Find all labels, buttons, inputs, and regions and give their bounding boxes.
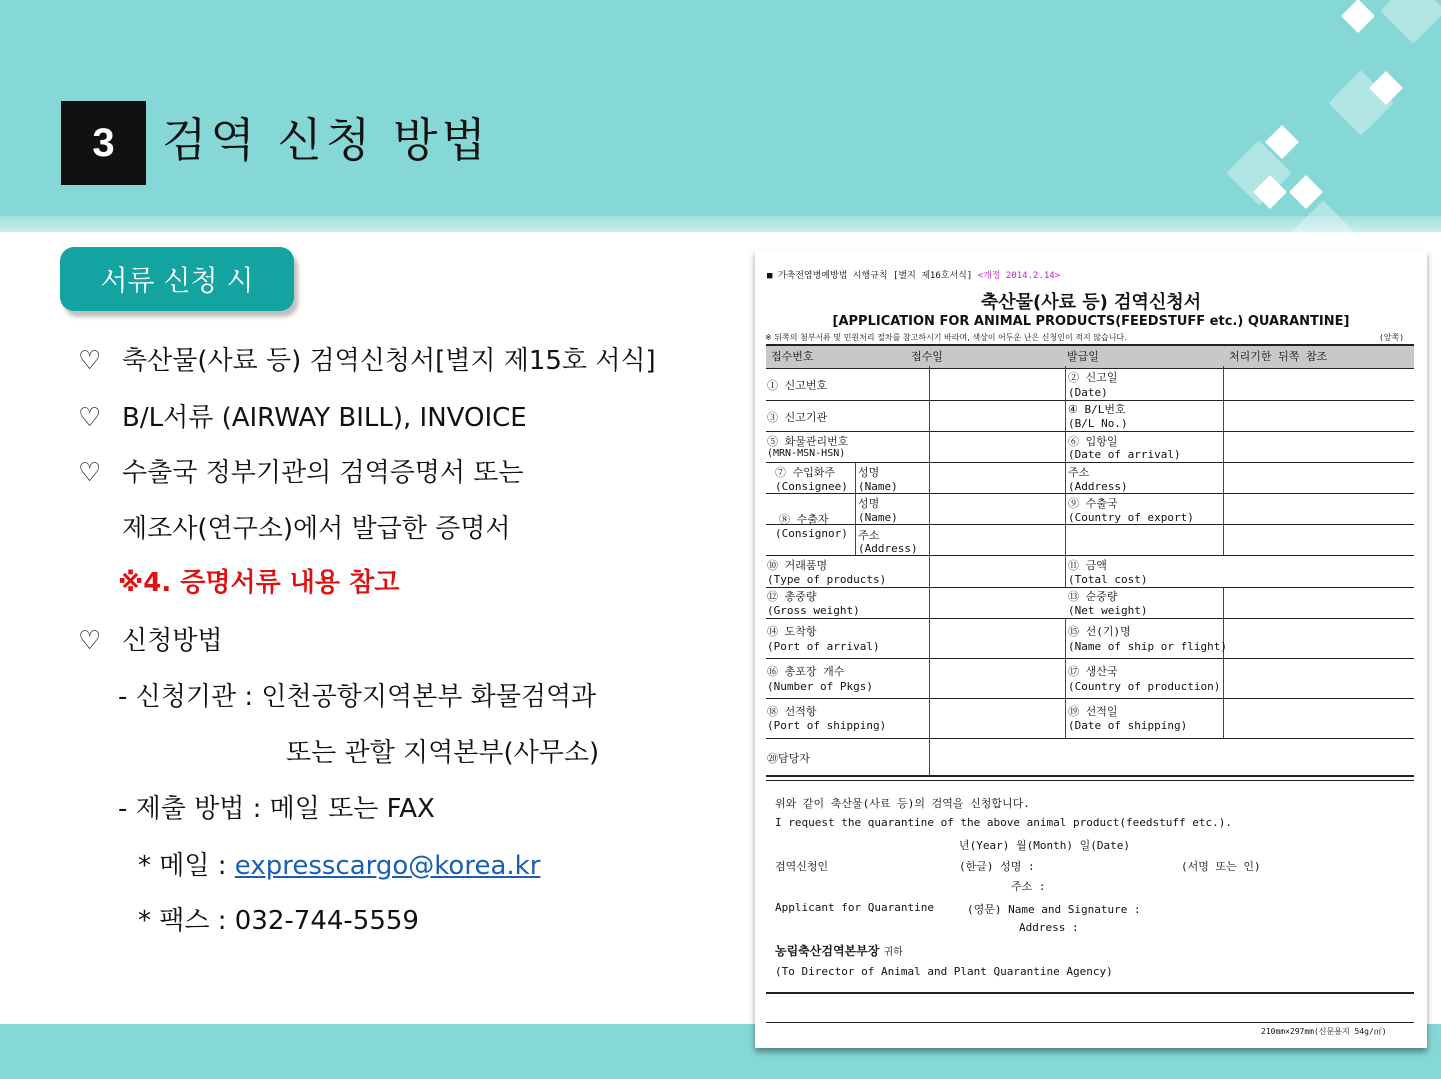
heart-icon: ♡ — [78, 458, 102, 488]
quarantine-application-form: ■ 가축전염병예방법 시행규칙 [별지 제16호서식] <개정 2014.2.14> 축산물(사료 등) 검역신청서 [APPLICATION FOR ANIMAL PRODUCTS(FEEDSTUFF etc.) QUARANTINE] ※ 뒤쪽의 첨부서류 및 민원처리 절차를 참고하시기 바라며, 색상이 어두운 난은 신청인이 적지 않습니다. (앞쪽) 접수번호 접수일 발급일 처리기한 뒤쪽 참조 ① 신고번호 ② 신고일 (Date) ③ 신고기관 ④ B/L번호 (B/L No.) ⑤ 화물관리번호 (MRN-MSN-HSN) ⑥ 입항일 (Date of arrival) ⑦ 수입화주 (Consignee) 성명 (Name) 주소 (Address) ⑧ 수출자 (Consignor) 성명 (Name) 주소 (Address) ⑨ 수출국 (Country of export) ⑩ 거래품명 (Type of products) ⑪ 금액 (Total cost) ⑫ 총중량 (Gross weight) ⑬ 순중량 (Net weight) ⑭ 도착항 (Port of arrival) ⑮ 선(기)명 (Name of ship or flight) ⑯ 총포장 개수 (Number of Pkgs) ⑰ 생산국 (Country of production) ⑱ 선적항 (Port of shipping) ⑲ 선적일 (Date of shipping) ⑳담당자 위와 같이 축산물(사료 등)의 검역을 신청합니다. I request the quarantine of the above animal product(feedstuff etc.). 년(Year) 월(Month) 일(Date) 검역신청인 (한글) 성명 : (서명 또는 인) 주소 : Applicant for Quarantine (영문) Name and Signature : Address : 농림축산검역본부장 귀하 (To Director of Animal and Plant Quarantine Agency) 210mm×297mm(신문용지 54g/㎡) — [755, 250, 1427, 1048]
form-rule — [1065, 618, 1066, 738]
form-rule — [766, 698, 1414, 699]
form-rule — [766, 618, 1414, 619]
list-item: ♡ 축산물(사료 등) 검역신청서[별지 제15호 서식] — [78, 346, 656, 376]
form-rule — [1065, 366, 1066, 555]
form-rule — [929, 366, 930, 775]
form-rule — [1065, 555, 1066, 587]
heart-icon: ♡ — [78, 403, 102, 433]
form-rule — [766, 992, 1414, 994]
form-rule — [855, 462, 856, 555]
form-rule — [766, 658, 1414, 659]
form-rule — [1223, 366, 1224, 555]
agency-info-continued: 또는 관할 지역본부(사무소) — [286, 738, 600, 768]
form-rule — [766, 738, 1414, 739]
section-number: 3 — [61, 101, 146, 185]
agency-info: - 신청기관 : 인천공항지역본부 화물검역과 — [118, 682, 597, 712]
form-rule — [766, 555, 1414, 556]
heart-icon: ♡ — [78, 346, 102, 376]
section-tag: 서류 신청 시 — [60, 247, 294, 311]
form-rule — [766, 431, 1414, 432]
form-rule — [766, 1022, 1414, 1023]
list-item-continued: 제조사(연구소)에서 발급한 증명서 — [122, 514, 511, 544]
form-recipient: 농림축산검역본부장 귀하 — [775, 944, 903, 958]
mail-info: * 메일 : expresscargo@korea.kr — [138, 851, 541, 881]
form-top-note: ■ 가축전염병예방법 시행규칙 [별지 제16호서식] <개정 2014.2.14> — [767, 271, 1061, 281]
page-title: 검역 신청 방법 — [162, 113, 490, 167]
form-title-ko: 축산물(사료 등) 검역신청서 — [980, 292, 1202, 313]
form-title-en: [APPLICATION FOR ANIMAL PRODUCTS(FEEDSTUFF etc.) QUARANTINE] — [832, 314, 1350, 329]
form-rule — [766, 775, 1414, 777]
header-divider — [0, 216, 1441, 232]
form-rule — [1223, 587, 1224, 738]
fax-info: * 팩스 : 032-744-5559 — [138, 906, 419, 936]
submit-method: - 제출 방법 : 메일 또는 FAX — [118, 794, 435, 824]
form-rule — [766, 524, 1414, 525]
form-notice-right: (앞쪽) — [1379, 333, 1405, 342]
form-rule — [766, 462, 1414, 463]
email-link[interactable]: expresscargo@korea.kr — [234, 851, 541, 881]
form-notice: ※ 뒤쪽의 첨부서류 및 민원처리 절차를 참고하시기 바라며, 색상이 어두운 난은 신청인이 적지 않습니다. — [765, 333, 1127, 342]
list-item: ♡ 신청방법 — [78, 626, 223, 656]
list-item: ♡ B/L서류 (AIRWAY BILL), INVOICE — [78, 403, 527, 433]
form-rule — [766, 780, 1414, 781]
heart-icon: ♡ — [78, 626, 102, 656]
reference-note: ※4. 증명서류 내용 참고 — [118, 568, 400, 598]
list-item: ♡ 수출국 정부기관의 검역증명서 또는 — [78, 458, 524, 488]
form-rule — [766, 493, 1414, 494]
